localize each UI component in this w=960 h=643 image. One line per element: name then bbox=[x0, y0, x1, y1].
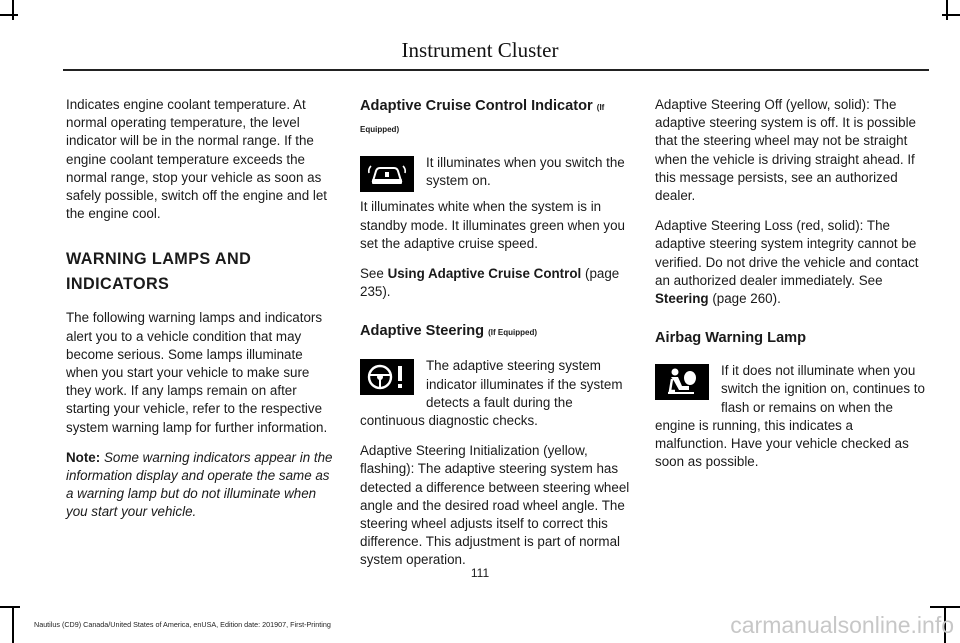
acc-heading bbox=[360, 96, 632, 140]
footer-edition-text: Nautilus (CD9) Canada/United States of America, enUSA, Edition date: 201907, First-Printing bbox=[34, 620, 331, 629]
acc-title: Adaptive Cruise Control Indicator bbox=[360, 98, 593, 114]
adaptive-cruise-icon bbox=[360, 156, 414, 192]
as-loss-body: Adaptive Steering Loss (red, solid): The adaptive steering system integrity cannot be verified. Do not drive the vehicle and contact an authorized dealer immediately. See bbox=[655, 218, 919, 288]
as-text-2: Adaptive Steering Initialization (yellow, flashing): The adaptive steering system has detected a difference between steering wheel angle and the desired road wheel angle. The steering wheel adjusts itself to correct this difference. This adjustment is part of normal system operation. bbox=[360, 443, 630, 568]
acc-page-ref: (page 235). bbox=[360, 266, 620, 300]
acc-suffix: (If Equipped) bbox=[360, 103, 605, 134]
coolant-text: Indicates engine coolant temperature. At normal operating temperature, the level indicator will be in the normal range. If the engine coolant temperature exceeds the normal range, stop your vehicle as soon as safely possible, switch off the engine and let the engine cool. bbox=[66, 97, 328, 222]
crop-mark bbox=[0, 606, 20, 608]
airbag-text: If it does not illuminate when you switch the ignition on, continues to flash or remains on when the engine is running, this indicates a malfunction. Have your vehicle checked as soon as possible. bbox=[655, 363, 925, 470]
warning-lamps-intro: The following warning lamps and indicators alert you to a vehicle condition that may become serious. Some lamps illuminate when you start your vehicle to make sure they work. If any lamps remain on after starting your vehicle, refer to the respective system warning lamp for further information. bbox=[66, 310, 328, 435]
crop-mark bbox=[942, 14, 960, 16]
steering-link[interactable]: Steering bbox=[655, 291, 709, 307]
acc-text-1: It illuminates when you switch the system on. bbox=[426, 155, 625, 189]
note-text: Some warning indicators appear in the information display and operate the same as a warning lamp but do not illuminate when you start your vehicle. bbox=[66, 449, 333, 520]
as-loss-text bbox=[655, 217, 927, 308]
as-text-1: The adaptive steering system indicator illuminates if the system detects a fault during the continuous diagnostic checks. bbox=[360, 358, 623, 429]
acc-text-2: It illuminates white when the system is in standby mode. It illuminates green when you set the adaptive cruise speed. bbox=[360, 199, 625, 251]
airbag-heading: Airbag Warning Lamp bbox=[655, 330, 807, 347]
page-header-title: Instrument Cluster bbox=[401, 38, 559, 62]
column-3 bbox=[655, 96, 927, 483]
page-number: 111 bbox=[470, 566, 490, 580]
airbag-warning-icon bbox=[655, 364, 709, 400]
column-2 bbox=[360, 96, 632, 582]
crop-mark bbox=[946, 0, 948, 20]
column-1 bbox=[66, 96, 338, 534]
see-label: See bbox=[360, 266, 384, 282]
as-off-text: Adaptive Steering Off (yellow, solid): The adaptive steering system is off. It is possible that the steering wheel may not be straight when the vehicle is driving straight ahead. If this message persists, see an authorized dealer. bbox=[655, 97, 916, 204]
steering-page-ref: (page 260). bbox=[712, 291, 781, 307]
note-label: Note: bbox=[66, 449, 101, 465]
crop-mark bbox=[12, 0, 14, 20]
section-heading bbox=[66, 247, 338, 297]
as-title: Adaptive Steering bbox=[360, 323, 485, 340]
acc-link[interactable]: Using Adaptive Cruise Control bbox=[387, 266, 582, 282]
adaptive-steering-warning-icon bbox=[360, 359, 414, 395]
crop-mark bbox=[12, 606, 14, 643]
crop-mark bbox=[0, 14, 18, 16]
acc-see-ref bbox=[360, 265, 632, 301]
section-heading-line2: INDICATORS bbox=[66, 275, 170, 294]
crop-mark bbox=[930, 606, 960, 608]
watermark: carmanualsonline.info bbox=[730, 612, 954, 638]
adaptive-steering-heading bbox=[360, 321, 632, 343]
section-heading-line1: WARNING LAMPS AND bbox=[66, 250, 252, 269]
header-rule bbox=[63, 69, 929, 71]
as-suffix: (If Equipped) bbox=[488, 328, 538, 338]
note bbox=[66, 449, 338, 522]
